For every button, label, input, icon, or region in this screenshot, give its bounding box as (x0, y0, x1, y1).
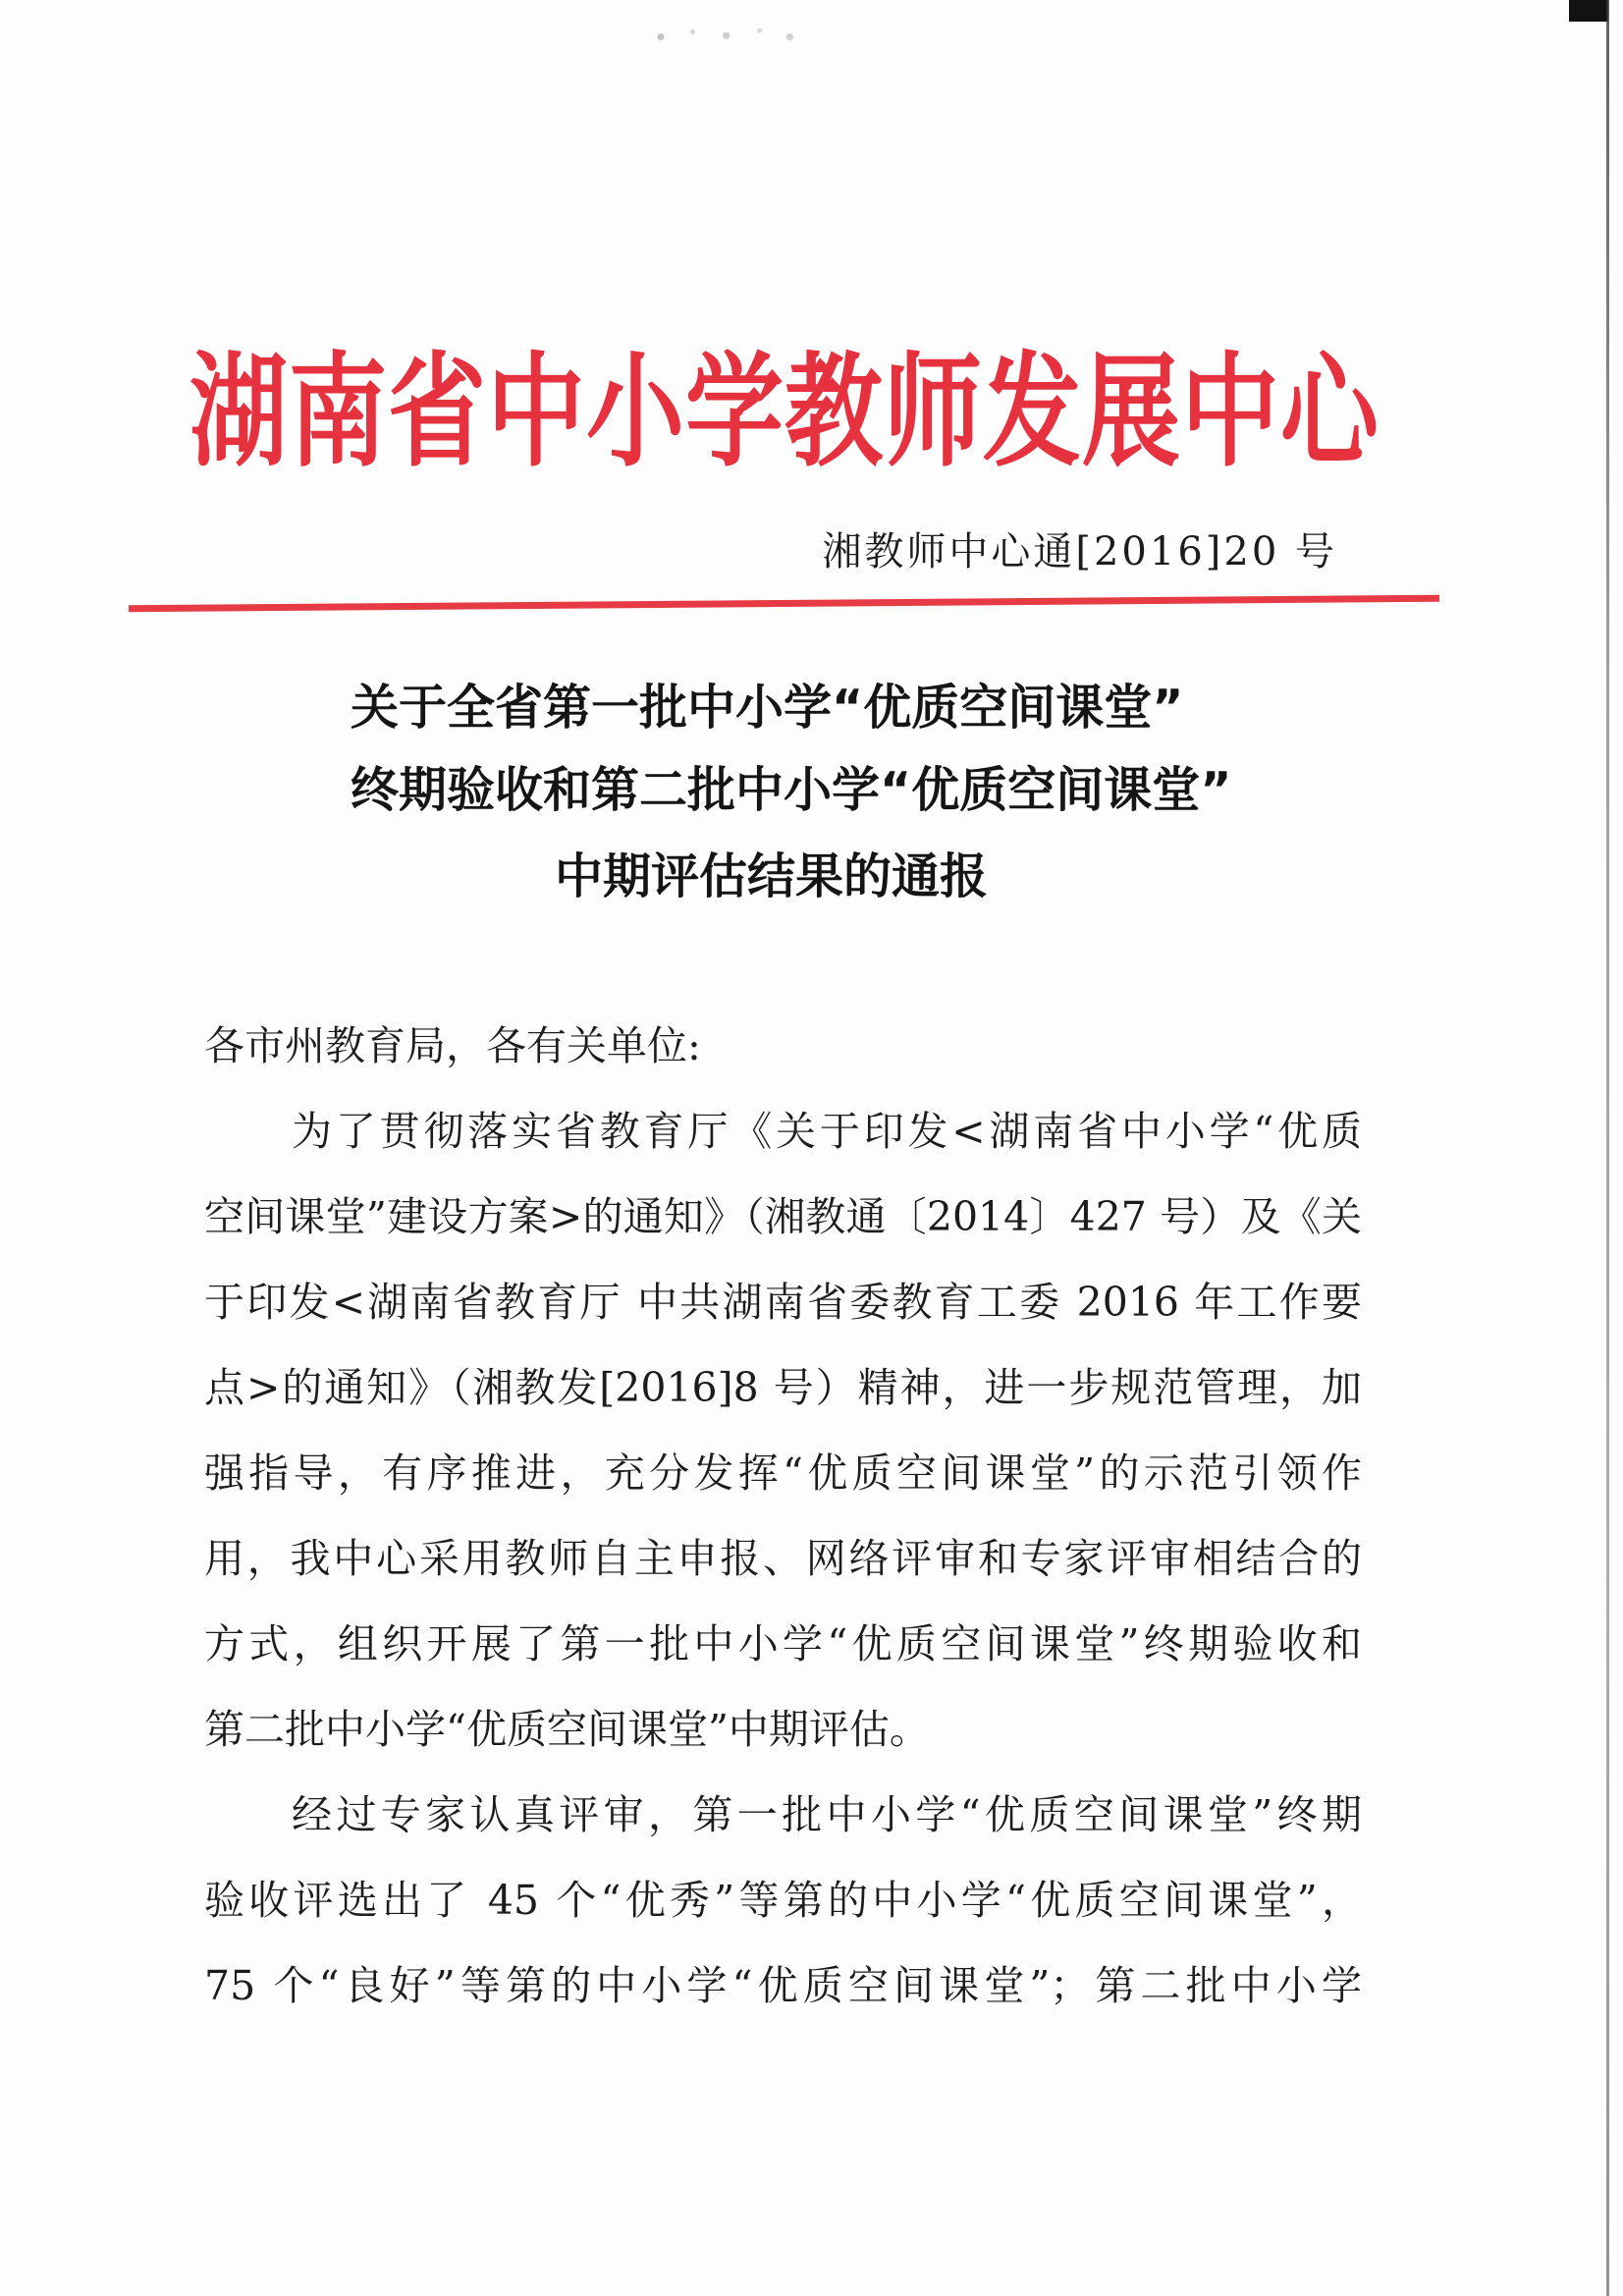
body-text (204, 1004, 1362, 2029)
scan-noise (643, 22, 820, 47)
paragraph-line: 用，我中心采用教师自主申报、网络评审和专家评审相结合的 (204, 1535, 1362, 1582)
document-title-line-2: 终期验收和第二批中小学“优质空间课堂” (351, 762, 1232, 818)
paragraph-line: 第二批中小学“优质空间课堂”中期评估。 (204, 1706, 930, 1753)
paragraph-line: 空间课堂”建设方案>的通知》（湘教通〔2014〕427 号）及《关 (204, 1193, 1362, 1240)
paragraph-line: 75 个“良好”等第的中小学“优质空间课堂”；第二批中小学 (204, 1962, 1362, 2009)
document-title-line-3: 中期评估结果的通报 (555, 848, 989, 904)
document-title-line-1: 关于全省第一批中小学“优质空间课堂” (351, 680, 1184, 736)
paragraph-line: 验收评选出了 45 个“优秀”等第的中小学“优质空间课堂”， (204, 1877, 1362, 1924)
paragraph-1 (204, 1089, 1362, 1773)
paragraph-line: 经过专家认真评审，第一批中小学“优质空间课堂”终期 (292, 1791, 1362, 1838)
paragraph-2 (204, 1773, 1362, 2029)
document-number: 湘教师中心通[2016]20 号 (822, 529, 1337, 574)
paragraph-line: 方式，组织开展了第一批中小学“优质空间课堂”终期验收和 (204, 1620, 1362, 1667)
salutation: 各市州教育局，各有关单位: (204, 1022, 701, 1069)
letterhead-red-rule (129, 595, 1439, 612)
paragraph-line: 为了贯彻落实省教育厅《关于印发<湖南省中小学“优质 (292, 1108, 1362, 1155)
scan-edge-line (1606, 0, 1609, 2296)
paragraph-line: 点>的通知》（湘教发[2016]8 号）精神，进一步规范管理，加 (204, 1364, 1362, 1411)
paragraph-line: 强指导，有序推进，充分发挥“优质空间课堂”的示范引领作 (204, 1449, 1362, 1497)
letterhead-org-name: 湖南省中小学教师发展中心 (189, 338, 1380, 484)
paragraph-line: 于印发<湖南省教育厅 中共湖南省委教育工委 2016 年工作要 (204, 1279, 1362, 1326)
scan-corner-mark (1569, 0, 1608, 22)
